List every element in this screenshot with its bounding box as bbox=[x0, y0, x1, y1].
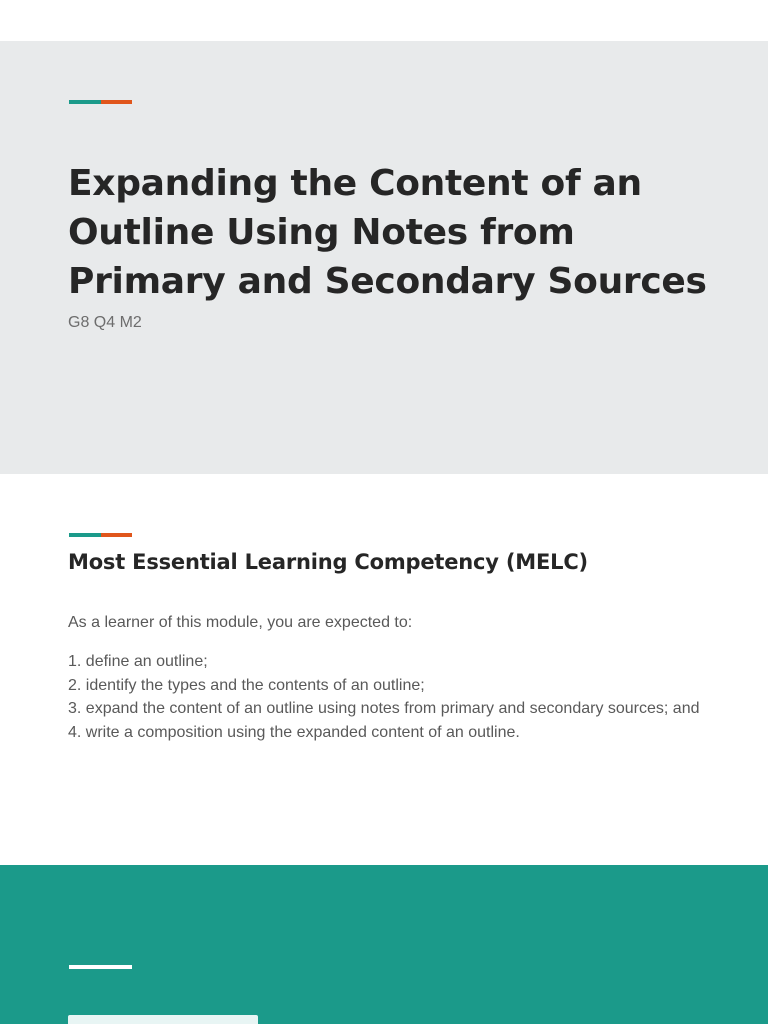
melc-intro: As a learner of this module, you are expected to: bbox=[68, 614, 413, 631]
accent-teal-segment bbox=[69, 100, 101, 104]
page-title: Expanding the Content of an Outline Using Notes from Primary and Secondary Sources bbox=[68, 163, 707, 302]
melc-list bbox=[68, 650, 708, 744]
list-item: 4. write a composition using the expanded content of an outline. bbox=[68, 723, 520, 741]
next-section-heading-cutoff bbox=[68, 1015, 258, 1024]
list-item: 2. identify the types and the contents of an outline; bbox=[68, 676, 425, 694]
accent-orange-segment bbox=[101, 533, 132, 537]
next-section-accent-bar bbox=[69, 965, 132, 969]
next-section bbox=[0, 865, 768, 1024]
list-item: 3. expand the content of an outline using notes from primary and secondary sources; and bbox=[68, 700, 700, 717]
melc-accent-bar bbox=[69, 533, 132, 537]
accent-teal-segment bbox=[69, 533, 101, 537]
page-subtitle: G8 Q4 M2 bbox=[68, 314, 142, 331]
melc-heading: Most Essential Learning Competency (MELC) bbox=[68, 550, 588, 574]
accent-orange-segment bbox=[101, 100, 132, 104]
list-item: 1. define an outline; bbox=[68, 653, 208, 670]
hero-accent-bar bbox=[69, 100, 132, 104]
hero-section bbox=[0, 41, 768, 474]
top-strip bbox=[0, 0, 768, 41]
melc-section bbox=[0, 474, 768, 865]
